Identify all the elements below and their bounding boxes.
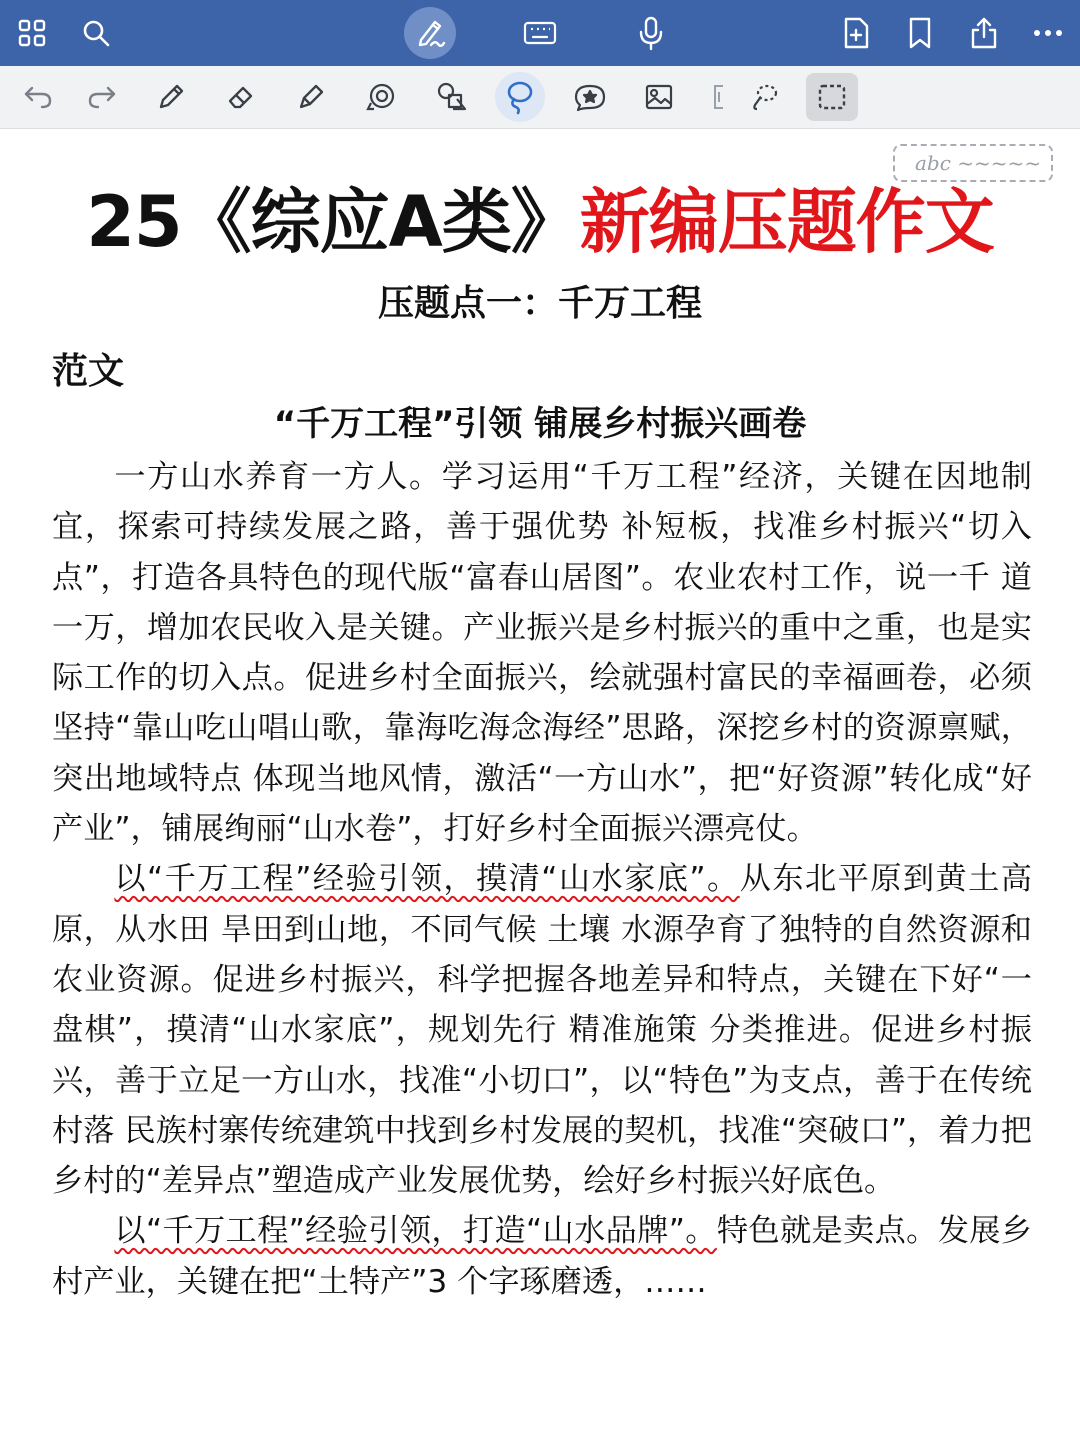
keyboard-icon[interactable] bbox=[520, 14, 560, 52]
page-title-part-1: 25《综应A类》 bbox=[86, 181, 580, 263]
image-icon[interactable] bbox=[640, 78, 678, 116]
paragraph-text: 从东北平原到黄土高原，从水田 旱田到山地，不同气候 土壤 水源孕育了独特的自然资源和农业资源。促进乡村振兴，科学把握各地差异和特点，关键在下好“一盘棋”，摸清“山水家底”，规划先行 精准施策 分类推进。促进乡村振兴，善于立足一方山水，找准“小切口”，以“特色”为支点，善于在传统村落 民族村寨传统建筑中找到乡村发展的契机，找准“突破口”，着力把乡村的“差异点”塑造成产业发展优势，绘好乡村振兴好底色。 bbox=[52, 861, 1032, 1200]
paragraph-text: 特色就是卖点。发展乡村产业，关键在把“土特产”3 个字琢磨透，…… bbox=[52, 1213, 1032, 1300]
lasso-tool-button[interactable] bbox=[495, 72, 545, 122]
redo-icon[interactable] bbox=[84, 79, 120, 115]
highlighted-sentence: 以“千万工程”经验引领，摸清“山水家底”。 bbox=[114, 861, 740, 898]
text-box-icon[interactable] bbox=[706, 80, 732, 114]
shapes-icon[interactable] bbox=[362, 78, 402, 116]
bookmark-icon[interactable] bbox=[902, 14, 938, 52]
sticker-icon[interactable] bbox=[570, 78, 610, 116]
sample-essay-label: 范文 bbox=[52, 351, 125, 392]
pen-tool-icon[interactable] bbox=[152, 78, 190, 116]
search-icon[interactable] bbox=[78, 15, 114, 51]
essay-title: “千万工程”引领 铺展乡村振兴画卷 bbox=[273, 404, 807, 444]
handwriting-to-text-field[interactable]: abc ~~~~~ bbox=[893, 144, 1053, 182]
page-title-part-2: 新编压题作文 bbox=[579, 181, 994, 263]
document-page bbox=[0, 129, 1080, 1440]
highlighter-icon[interactable] bbox=[292, 78, 330, 116]
grid-view-icon[interactable] bbox=[14, 15, 50, 51]
more-options-icon[interactable] bbox=[1028, 15, 1068, 51]
insert-shapes-icon[interactable] bbox=[432, 78, 472, 116]
top-app-bar bbox=[0, 0, 1080, 66]
essay-paragraph-1: 一方山水养育一方人。学习运用“千万工程”经济，关键在因地制宜，探索可持续发展之路，善于强优势 补短板，找准乡村振兴“切入点”，打造各具特色的现代版“富春山居图”。农业农村工作，说一千 道一万，增加农民收入是关键。产业振兴是乡村振兴的重中之重，也是实际工作的切入点。促进乡村全面振兴，绘就强村富民的幸福画卷，必须坚持“靠山吃山唱山歌，靠海吃海念海经”思路，深挖乡村的资源禀赋，突出地域特点 体现当地风情，激活“一方山水”，把“好资源”转化成“好产业”，铺展绚丽“山水卷”，打好乡村全面振兴漂亮仗。 bbox=[52, 459, 1032, 848]
essay-paragraph-3 bbox=[52, 1206, 1032, 1307]
lasso-select-icon[interactable] bbox=[744, 78, 784, 116]
essay-paragraph-2 bbox=[52, 854, 1032, 1206]
section-subtitle: 压题点一：千万工程 bbox=[377, 283, 702, 324]
share-icon[interactable] bbox=[966, 14, 1002, 52]
page-title bbox=[0, 177, 1080, 267]
eraser-icon[interactable] bbox=[222, 78, 260, 116]
drawing-toolbar bbox=[0, 66, 1080, 175]
rectangle-select-button[interactable] bbox=[806, 73, 858, 121]
pen-mode-button[interactable] bbox=[404, 7, 456, 59]
essay-body bbox=[52, 452, 1032, 1307]
undo-icon[interactable] bbox=[20, 79, 56, 115]
microphone-icon[interactable] bbox=[634, 13, 668, 53]
add-page-icon[interactable] bbox=[838, 14, 874, 52]
highlighted-sentence: 以“千万工程”经验引领，打造“山水品牌”。 bbox=[114, 1213, 717, 1250]
